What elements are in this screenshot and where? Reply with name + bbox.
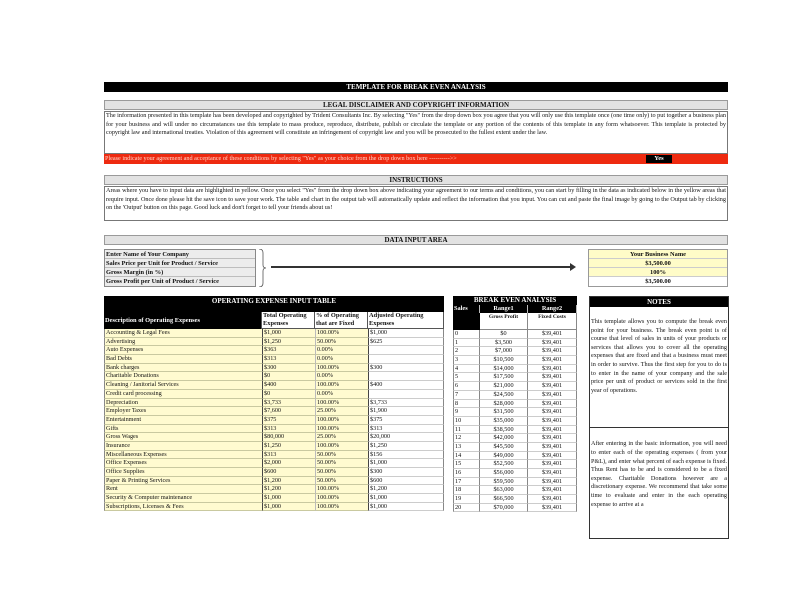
expense-percent-input[interactable]: 100.00% [315,364,368,373]
expense-adjusted: $1,200 [368,485,444,494]
table-row [453,391,577,400]
header-total: Total Operating Expenses [262,312,315,329]
expense-percent-input[interactable]: 100.00% [315,425,368,434]
gross-profit-value: $0 [480,330,528,339]
table-row [453,373,577,382]
gross-profit-value: $56,000 [480,469,528,478]
arrow-right-icon [570,263,576,271]
expense-percent-input[interactable]: 25.00% [315,433,368,442]
expense-total-input[interactable]: $1,000 [262,503,315,512]
expense-total-input[interactable]: $1,000 [262,494,315,503]
sales-units: 17 [453,478,480,487]
sales-units: 13 [453,443,480,452]
table-row [104,442,444,451]
sales-units: 5 [453,373,480,382]
gross-profit-value: $31,500 [480,408,528,417]
header-range2: Range2 [528,305,577,313]
expense-percent-input[interactable]: 25.00% [315,407,368,416]
expense-description: Office Expenses [104,459,262,468]
fixed-costs-value: $39,401 [528,460,577,469]
table-row [104,381,444,390]
expense-adjusted: $1,000 [368,459,444,468]
sales-units: 4 [453,365,480,374]
expense-percent-input[interactable]: 100.00% [315,329,368,338]
table-row [453,330,577,339]
fixed-costs-value: $39,401 [528,478,577,487]
table-row [453,434,577,443]
expense-total-input[interactable]: $363 [262,346,315,355]
label-gross-margin: Gross Margin (in %) [105,268,255,277]
expense-description: Entertainment [104,416,262,425]
expense-description: Office Supplies [104,468,262,477]
fixed-costs-value: $39,401 [528,365,577,374]
table-row [104,416,444,425]
gross-profit-value: $3,500.00 [589,277,727,286]
expense-total-input[interactable]: $1,200 [262,485,315,494]
expense-adjusted: $400 [368,381,444,390]
expense-adjusted [368,355,444,364]
expense-description: Credit card processing [104,390,262,399]
fixed-costs-value: $39,401 [528,382,577,391]
table-row [453,339,577,348]
expense-total-input[interactable]: $1,250 [262,442,315,451]
fixed-costs-value: $39,401 [528,452,577,461]
sales-price-input[interactable]: $3,500.00 [589,259,727,268]
sales-units: 12 [453,434,480,443]
expense-total-input[interactable]: $3,733 [262,399,315,408]
expense-adjusted: $1,250 [368,442,444,451]
expense-total-input[interactable]: $1,250 [262,338,315,347]
expense-description: Gross Wages [104,433,262,442]
table-row [104,355,444,364]
data-input-heading: DATA INPUT AREA [104,235,728,245]
operating-expense-header [104,312,444,329]
notes-paragraph-1: This template allows you to compute the break even point for your business. The break even point is of course that level of sales in units of your products or services that allows you to cover all the operating expenses that are fixed and that a business must meet in order to survive. Thus the first step for you to do is to enter in the name of your company and the sale price per unit of product or services sold in the first year of operations. [591,318,727,394]
gross-profit-value: $28,000 [480,400,528,409]
table-row [104,425,444,434]
expense-total-input[interactable]: $0 [262,390,315,399]
table-row [104,477,444,486]
sales-units: 11 [453,426,480,435]
expense-description: Security & Computer maintenance [104,494,262,503]
expense-description: Depreciation [104,399,262,408]
expense-adjusted: $313 [368,425,444,434]
sales-units: 0 [453,330,480,339]
fixed-costs-value: $39,401 [528,434,577,443]
expense-adjusted: $3,733 [368,399,444,408]
gross-profit-value: $45,500 [480,443,528,452]
sales-units: 10 [453,417,480,426]
table-row [453,408,577,417]
gross-profit-value: $52,500 [480,460,528,469]
legal-heading: LEGAL DISCLAIMER AND COPYRIGHT INFORMATION [104,100,728,110]
fixed-costs-value: $39,401 [528,400,577,409]
gross-profit-value: $42,000 [480,434,528,443]
data-input-values [588,249,728,287]
legal-text: The information presented in this template has been developed and copyrighted by Trident Consultants Inc. By selecting "Yes" from the drop down box you agree that you will only use this template once (one time only) to put together a business plan for your business and will under no circumstances use this template to mass produce, reproduce, distribute, publish or circulate the template or any portion of the contents of this template in any form whatsoever. This template is protected by copyright law and international treaties. Violation of this agreement will constitute an infringement of copyright law and you will be prosecuted to the fullest extent under the law. [104,111,728,154]
label-gross-profit: Gross Profit per Unit of Product / Service [105,277,255,286]
table-row [453,426,577,435]
expense-total-input[interactable]: $1,200 [262,477,315,486]
subheader-gross-profit: Gross Profit [480,313,528,330]
gross-profit-value: $21,000 [480,382,528,391]
expense-adjusted: $1,900 [368,407,444,416]
sales-units: 19 [453,495,480,504]
expense-adjusted: $20,000 [368,433,444,442]
fixed-costs-value: $39,401 [528,469,577,478]
expense-description: Employer Taxes [104,407,262,416]
gross-profit-value: $63,000 [480,486,528,495]
expense-percent-input[interactable]: 50.00% [315,468,368,477]
expense-percent-input[interactable]: 100.00% [315,416,368,425]
gross-profit-value: $17,500 [480,373,528,382]
table-row [453,486,577,495]
header-description: Description of Operating Expenses [104,312,262,329]
gross-profit-value: $35,000 [480,417,528,426]
expense-description: Accounting & Legal Fees [104,329,262,338]
table-row [453,382,577,391]
table-row [104,503,444,512]
expense-description: Gifts [104,425,262,434]
table-row [104,494,444,503]
table-row [104,346,444,355]
fixed-costs-value: $39,401 [528,504,577,513]
expense-description: Rent [104,485,262,494]
header-adjusted: Adjusted Operating Expenses [368,312,444,329]
expense-percent-input[interactable]: 100.00% [315,494,368,503]
expense-percent-input[interactable]: 0.00% [315,346,368,355]
fixed-costs-value: $39,401 [528,391,577,400]
expense-adjusted: $625 [368,338,444,347]
table-row [453,504,577,513]
expense-description: Bad Debts [104,355,262,364]
expense-total-input[interactable]: $600 [262,468,315,477]
gross-profit-value: $3,500 [480,339,528,348]
expense-total-input[interactable]: $7,600 [262,407,315,416]
expense-total-input[interactable]: $313 [262,425,315,434]
break-even-subheader [453,313,577,330]
fixed-costs-value: $39,401 [528,426,577,435]
expense-description: Subscriptions, Licenses & Fees [104,503,262,512]
expense-description: Insurance [104,442,262,451]
expense-percent-input[interactable]: 0.00% [315,390,368,399]
fixed-costs-value: $39,401 [528,356,577,365]
sales-units: 1 [453,339,480,348]
table-row [453,400,577,409]
label-sales-price: Sales Price per Unit for Product / Service [105,259,255,268]
sales-units: 18 [453,486,480,495]
sales-units: 14 [453,452,480,461]
gross-profit-value: $66,500 [480,495,528,504]
gross-profit-value: $38,500 [480,426,528,435]
table-row [104,433,444,442]
sales-units: 3 [453,356,480,365]
notes-paragraph-2: After entering in the basic information, you will need to enter each of the operating expenses ( from your P&L), and enter what percent of each expense is fixed. Thus Rent has to be and is considered to be a fixed expense. Charitable Donations however are a discretionary expense. We recommend that take some time to evaluate and enter in the each operating expense to arrive at a [591,440,727,508]
agreement-dropdown[interactable]: Yes [646,155,672,163]
sales-units: 15 [453,460,480,469]
table-row [104,372,444,381]
gross-profit-value: $70,000 [480,504,528,513]
table-row [453,469,577,478]
header-range1: Range1 [480,305,528,313]
arrow-line [271,266,571,268]
expense-percent-input[interactable]: 50.00% [315,459,368,468]
gross-profit-value: $14,000 [480,365,528,374]
expense-adjusted: $156 [368,451,444,460]
table-row [453,452,577,461]
break-even-table [453,296,577,512]
sales-units: 2 [453,347,480,356]
fixed-costs-value: $39,401 [528,373,577,382]
operating-expense-body [104,329,444,511]
notes-divider [590,427,728,428]
fixed-costs-value: $39,401 [528,339,577,348]
table-row [104,485,444,494]
subheader-fixed-costs: Fixed Costs [528,313,577,330]
table-row [104,329,444,338]
operating-expense-title: OPERATING EXPENSE INPUT TABLE [104,296,444,306]
instructions-text: Areas where you have to input data are highlighted in yellow. Once you select "Yes" from the drop down box above indicating your agreement to our terms and conditions, you can start by filling in the data as indicated below in the yellow areas that require input. Once done please hit the save icon to save your work. The table and chart in the output tab will automatically update and reflect the information that you input. You can cut and paste the final image by going to the Output tab by clicking on the 'Output' button on this page. Good luck and don't forget to tell your friends about us! [104,186,728,221]
agreement-bar [104,154,728,164]
expense-adjusted: $1,000 [368,329,444,338]
gross-profit-value: $10,500 [480,356,528,365]
table-row [104,468,444,477]
table-row [453,356,577,365]
operating-expense-table [104,296,444,511]
expense-percent-input[interactable]: 50.00% [315,451,368,460]
notes-panel [589,296,729,539]
gross-profit-value: $24,500 [480,391,528,400]
expense-total-input[interactable]: $313 [262,451,315,460]
expense-percent-input[interactable]: 100.00% [315,381,368,390]
sales-units: 8 [453,400,480,409]
fixed-costs-value: $39,401 [528,417,577,426]
fixed-costs-value: $39,401 [528,495,577,504]
break-even-header [453,305,577,313]
expense-description: Cleaning / Janitorial Services [104,381,262,390]
expense-adjusted: $1,000 [368,503,444,512]
page-title: TEMPLATE FOR BREAK EVEN ANALYSIS [104,82,728,92]
company-name-input[interactable]: Your Business Name [589,250,727,259]
expense-total-input[interactable]: $2,000 [262,459,315,468]
instructions-heading: INSTRUCTIONS [104,175,728,185]
expense-adjusted [368,346,444,355]
sales-units: 7 [453,391,480,400]
expense-total-input[interactable]: $400 [262,381,315,390]
expense-total-input[interactable]: $300 [262,364,315,373]
gross-profit-value: $7,000 [480,347,528,356]
expense-description: Auto Expenses [104,346,262,355]
expense-total-input[interactable]: $313 [262,355,315,364]
expense-percent-input[interactable]: 0.00% [315,372,368,381]
gross-margin-input[interactable]: 100% [589,268,727,277]
expense-total-input[interactable]: $0 [262,372,315,381]
sales-units: 9 [453,408,480,417]
gross-profit-value: $59,500 [480,478,528,487]
expense-percent-input[interactable]: 100.00% [315,399,368,408]
fixed-costs-value: $39,401 [528,443,577,452]
expense-adjusted: $1,000 [368,494,444,503]
label-company-name: Enter Name of Your Company [105,250,255,259]
table-row [453,495,577,504]
table-row [453,478,577,487]
expense-description: Miscellaneous Expenses [104,451,262,460]
table-row [104,407,444,416]
table-row [453,443,577,452]
notes-title: NOTES [590,297,728,307]
table-row [453,460,577,469]
table-row [104,399,444,408]
gross-profit-value: $49,000 [480,452,528,461]
expense-description: Advertising [104,338,262,347]
table-row [104,390,444,399]
expense-description: Charitable Donations [104,372,262,381]
sales-units: 16 [453,469,480,478]
expense-percent-input[interactable]: 100.00% [315,485,368,494]
expense-percent-input[interactable]: 50.00% [315,477,368,486]
agreement-prompt: Please indicate your agreement and acceptance of these conditions by selecting "Yes" as your choice from the drop down box here ---------->> [105,155,457,162]
expense-percent-input[interactable]: 100.00% [315,442,368,451]
brace-icon [258,249,266,287]
expense-total-input[interactable]: $375 [262,416,315,425]
table-row [104,451,444,460]
expense-percent-input[interactable]: 100.00% [315,503,368,512]
sales-units: 6 [453,382,480,391]
expense-adjusted [368,390,444,399]
expense-adjusted [368,372,444,381]
header-percent-fixed: % of Operating that are Fixed [315,312,368,329]
expense-adjusted: $600 [368,477,444,486]
table-row [104,364,444,373]
fixed-costs-value: $39,401 [528,330,577,339]
fixed-costs-value: $39,401 [528,347,577,356]
expense-description: Paper & Printing Services [104,477,262,486]
expense-adjusted: $300 [368,468,444,477]
table-row [453,347,577,356]
sales-units: 20 [453,504,480,513]
expense-adjusted: $300 [368,364,444,373]
fixed-costs-value: $39,401 [528,486,577,495]
expense-percent-input[interactable]: 0.00% [315,355,368,364]
expense-adjusted: $375 [368,416,444,425]
header-sales: Sales [453,305,480,313]
expense-total-input[interactable]: $80,000 [262,433,315,442]
expense-percent-input[interactable]: 50.00% [315,338,368,347]
fixed-costs-value: $39,401 [528,408,577,417]
table-row [453,365,577,374]
expense-description: Bank charges [104,364,262,373]
break-even-body [453,330,577,512]
expense-total-input[interactable]: $1,000 [262,329,315,338]
table-row [453,417,577,426]
data-input-labels [104,249,256,287]
break-even-title: BREAK EVEN ANALYSIS [453,296,577,305]
table-row [104,338,444,347]
table-row [104,459,444,468]
